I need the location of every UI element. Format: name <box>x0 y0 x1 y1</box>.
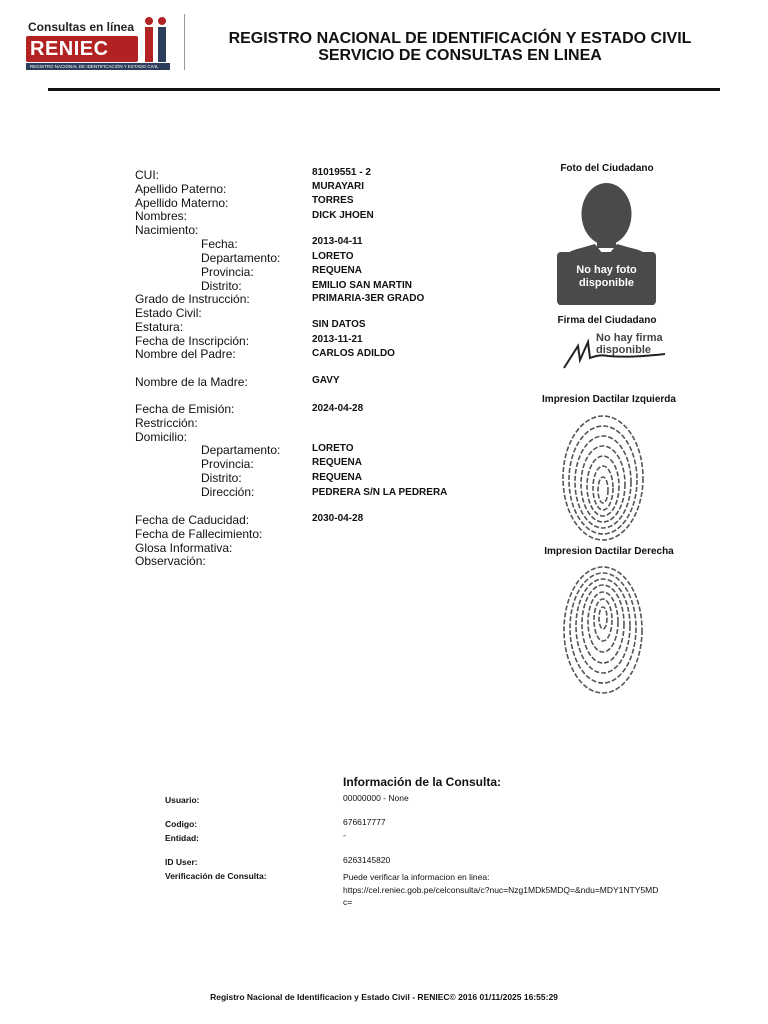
nombre-padre-value: CARLOS ADILDO <box>312 348 395 359</box>
grado-instruccion-value: PRIMARIA-3ER GRADO <box>312 293 425 304</box>
cui-label: CUI: <box>135 168 159 182</box>
nac-fecha-label: Fecha: <box>201 237 238 251</box>
fecha-emision-value: 2024-04-28 <box>312 403 364 414</box>
fecha-caducidad-label: Fecha de Caducidad: <box>135 513 250 527</box>
nombres-value: DICK JHOEN <box>312 210 374 221</box>
title-line-2: SERVICIO DE CONSULTAS EN LINEA <box>318 47 602 64</box>
cui-value: 81019551 - 2 <box>312 167 371 178</box>
estado-civil-label: Estado Civil: <box>135 306 202 320</box>
dom-departamento-label: Departamento: <box>201 443 281 457</box>
logo-subtext: REGISTRO NACIONAL DE IDENTIFICACIÓN Y ESTADO CIVIL <box>30 64 159 69</box>
header-rule <box>48 88 720 91</box>
nombre-madre-value: GAVY <box>312 375 340 386</box>
fecha-emision-label: Fecha de Emisión: <box>135 402 235 416</box>
verificacion-url[interactable]: https://cel.reniec.gob.pe/celconsulta/c?nuc=Nzg1MDk5MDQ=&ndu=MDY1NTY5MD <box>343 885 659 895</box>
page-title <box>190 30 730 64</box>
nac-departamento-value: LORETO <box>312 251 354 262</box>
huella-izq-title: Impresion Dactilar Izquierda <box>542 394 676 405</box>
firma-title: Firma del Ciudadano <box>557 315 657 326</box>
nac-departamento-label: Departamento: <box>201 251 281 265</box>
estatura-value: SIN DATOS <box>312 319 366 330</box>
logo-tagline: Consultas en línea <box>28 20 135 34</box>
apellido-materno-value: TORRES <box>312 195 354 206</box>
codigo-value: 676617777 <box>343 817 386 827</box>
dom-provincia-value: REQUENA <box>312 457 363 468</box>
nac-distrito-label: Distrito: <box>201 279 242 293</box>
citizen-photo-placeholder <box>557 180 656 305</box>
usuario-label: Usuario: <box>165 795 200 805</box>
fingerprint-left-icon <box>560 413 646 543</box>
title-line-1: REGISTRO NACIONAL DE IDENTIFICACIÓN Y ESTADO CIVIL <box>228 30 692 47</box>
dom-distrito-label: Distrito: <box>201 471 242 485</box>
photo-placeholder-line1: No hay foto <box>576 264 637 276</box>
photo-placeholder-line2: disponible <box>579 277 634 289</box>
iduser-value: 6263145820 <box>343 855 391 865</box>
nac-provincia-value: REQUENA <box>312 265 363 276</box>
verificacion-label: Verificación de Consulta: <box>165 871 267 881</box>
nac-fecha-value: 2013-04-11 <box>312 236 363 247</box>
nombres-label: Nombres: <box>135 209 188 223</box>
logo-brand: RENIEC <box>30 38 109 60</box>
fecha-fallecimiento-label: Fecha de Fallecimiento: <box>135 527 263 541</box>
entidad-label: Entidad: <box>165 833 199 843</box>
apellido-paterno-value: MURAYARI <box>312 181 365 192</box>
huella-der-title: Impresion Dactilar Derecha <box>544 546 674 557</box>
page-footer: Registro Nacional de Identificacion y Estado Civil - RENIEC© 2016 01/11/2025 16:55:29 <box>210 992 558 1002</box>
iduser-label: ID User: <box>165 857 198 867</box>
codigo-label: Codigo: <box>165 819 198 829</box>
dom-provincia-label: Provincia: <box>201 457 254 471</box>
firma-placeholder-line1: No hay firma <box>596 332 663 344</box>
fingerprint-right-icon <box>561 564 645 696</box>
verificacion-url-cont[interactable]: c= <box>343 897 353 907</box>
dom-direccion-value: PEDRERA S/N LA PEDRERA <box>312 487 448 498</box>
nacimiento-label: Nacimiento: <box>135 223 199 237</box>
logo-figures-icon <box>142 16 170 62</box>
fecha-inscripcion-value: 2013-11-21 <box>312 334 363 345</box>
grado-instruccion-label: Grado de Instrucción: <box>135 292 250 306</box>
nac-distrito-value: EMILIO SAN MARTIN <box>312 280 412 291</box>
usuario-value: 00000000 - None <box>343 793 409 803</box>
restriccion-label: Restricción: <box>135 416 198 430</box>
nac-provincia-label: Provincia: <box>201 265 254 279</box>
estatura-label: Estatura: <box>135 320 184 334</box>
firma-placeholder-line2: disponible <box>596 344 651 356</box>
domicilio-label: Domicilio: <box>135 430 188 444</box>
fecha-caducidad-value: 2030-04-28 <box>312 513 364 524</box>
entidad-value: - <box>343 830 346 840</box>
reniec-logo <box>24 14 172 70</box>
verificacion-line1: Puede verificar la informacion en linea: <box>343 872 490 882</box>
fecha-inscripcion-label: Fecha de Inscripción: <box>135 334 250 348</box>
glosa-label: Glosa Informativa: <box>135 541 233 555</box>
apellido-materno-label: Apellido Materno: <box>135 196 229 210</box>
nombre-madre-label: Nombre de la Madre: <box>135 375 248 389</box>
nombre-padre-label: Nombre del Padre: <box>135 347 236 361</box>
dom-direccion-label: Dirección: <box>201 485 255 499</box>
consulta-title: Información de la Consulta: <box>343 775 502 789</box>
dom-departamento-value: LORETO <box>312 443 354 454</box>
dom-distrito-value: REQUENA <box>312 472 363 483</box>
apellido-paterno-label: Apellido Paterno: <box>135 182 227 196</box>
signature-placeholder <box>560 328 670 374</box>
observacion-label: Observación: <box>135 554 206 568</box>
foto-title: Foto del Ciudadano <box>560 163 654 174</box>
header-divider <box>184 14 185 70</box>
